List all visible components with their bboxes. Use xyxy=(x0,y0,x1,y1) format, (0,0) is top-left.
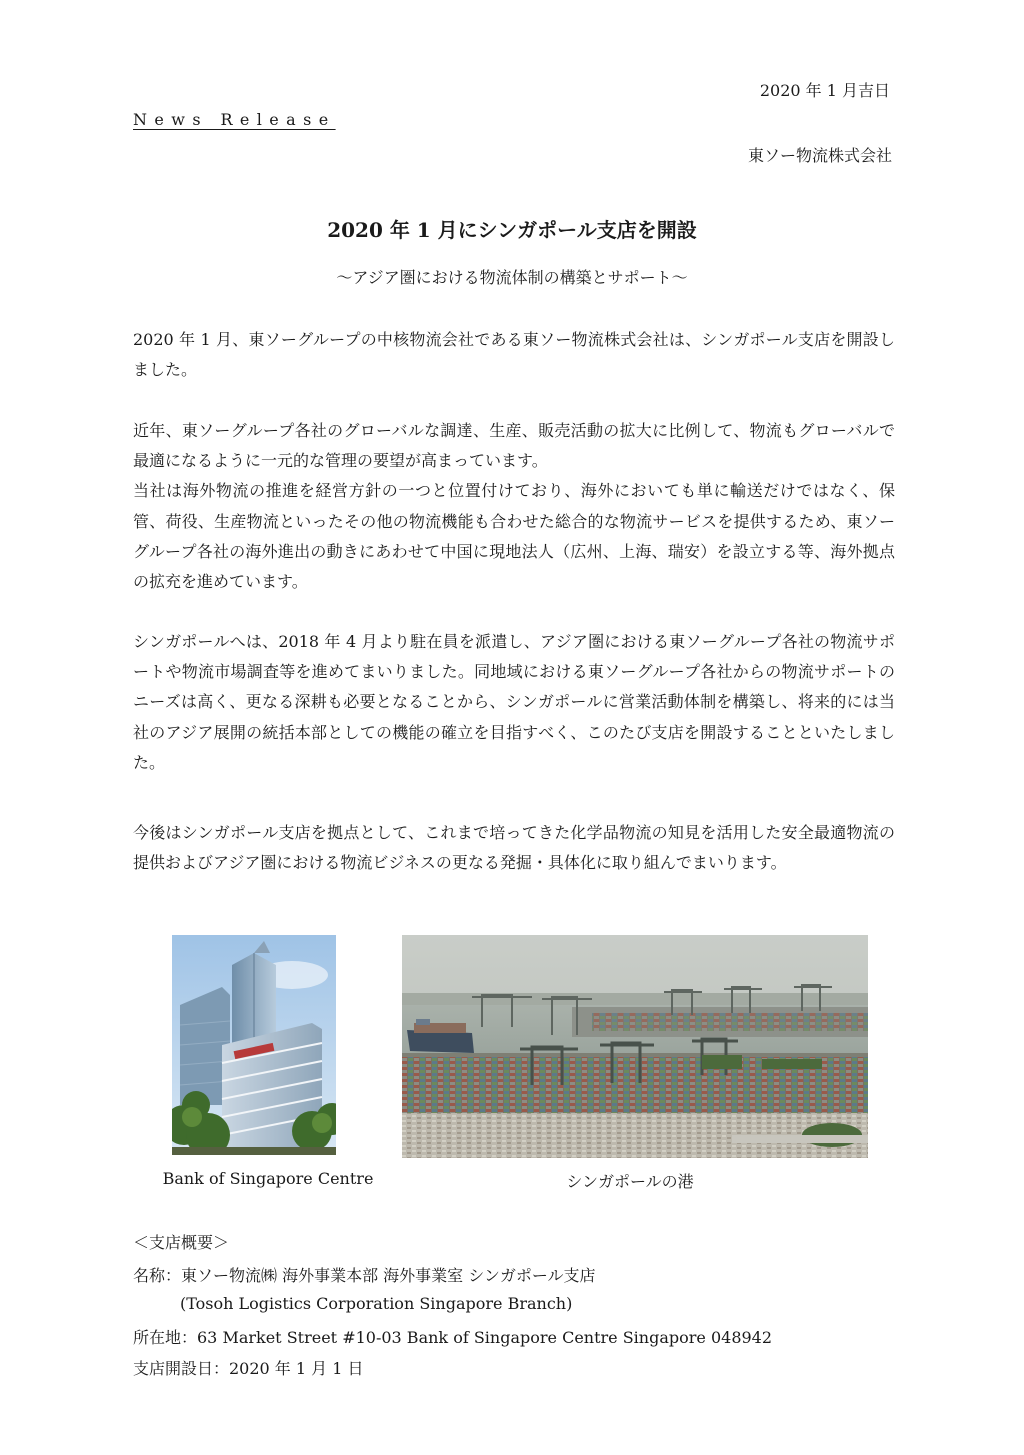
branch-info-address: 所在地：63 Market Street #10-03 Bank of Singapore Centre Singapore 048942 xyxy=(133,1328,773,1347)
page-title: 2020 年 1 月にシンガポール支店を開設 xyxy=(327,218,697,242)
branch-info-name: 名称：東ソー物流㈱ 海外事業本部 海外事業室 シンガポール支店 xyxy=(133,1266,596,1285)
branch-info-name-en: (Tosoh Logistics Corporation Singapore Branch) xyxy=(180,1294,573,1313)
singapore-port-photo xyxy=(402,935,868,1158)
page-subtitle: ～アジア圏における物流体制の構築とサポート～ xyxy=(336,268,688,287)
body-paragraph-announcement: 2020 年 1 月、東ソーグループの中核物流会社である東ソー物流株式会社は、シンガポール支店を開設しました。 xyxy=(133,330,895,380)
bank-of-singapore-centre-photo xyxy=(172,935,336,1155)
company-name: 東ソー物流株式会社 xyxy=(747,146,892,165)
body-paragraph-demand: 近年、東ソーグループ各社のグローバルな調達、生産、販売活動の拡大に比例して、物流もグローバルで最適になるように一元的な管理の要望が高まっています。 xyxy=(133,421,895,471)
body-paragraph-background xyxy=(133,416,895,597)
news-release-label: News Release xyxy=(133,110,336,129)
body-paragraph-outlook: 今後はシンガポール支店を拠点として、これまで培ってきた化学品物流の知見を活用した安全最適物流の提供およびアジア圏における物流ビジネスの更なる発掘・具体化に取り組んでまいります。 xyxy=(133,823,895,873)
branch-info-heading: ＜支店概要＞ xyxy=(133,1233,230,1252)
branch-info-opened: 支店開設日：2020 年 1 月 1 日 xyxy=(133,1359,364,1378)
body-paragraph-singapore: シンガポールへは、2018 年 4 月より駐在員を派遣し、アジア圏における東ソーグループ各社の物流サポートや物流市場調査等を進めてまいりました。同地域における東ソーグループ各社からの物流サポートのニーズは高く、更なる深耕も必要となることから、シンガポールに営業活動体制を構築し、将来的には当社のアジア展開の統括本部としての機能の確立を目指すべく、このたび支店を開設することといたしました。 xyxy=(133,632,895,772)
release-date: 2020 年 1 月吉日 xyxy=(759,81,890,100)
body-paragraph-policy: 当社は海外物流の推進を経営方針の一つと位置付けており、海外においても単に輸送だけではなく、保管、荷役、生産物流といったその他の物流機能も合わせた総合的な物流サービスを提供するため、東ソーグループ各社の海外進出の動きにあわせて中国に現地法人（広州、上海、瑞安）を設立する等、海外拠点の拡充を進めています。 xyxy=(133,481,895,592)
port-photo-caption: シンガポールの港 xyxy=(566,1172,694,1191)
building-photo-caption: Bank of Singapore Centre xyxy=(162,1169,374,1188)
